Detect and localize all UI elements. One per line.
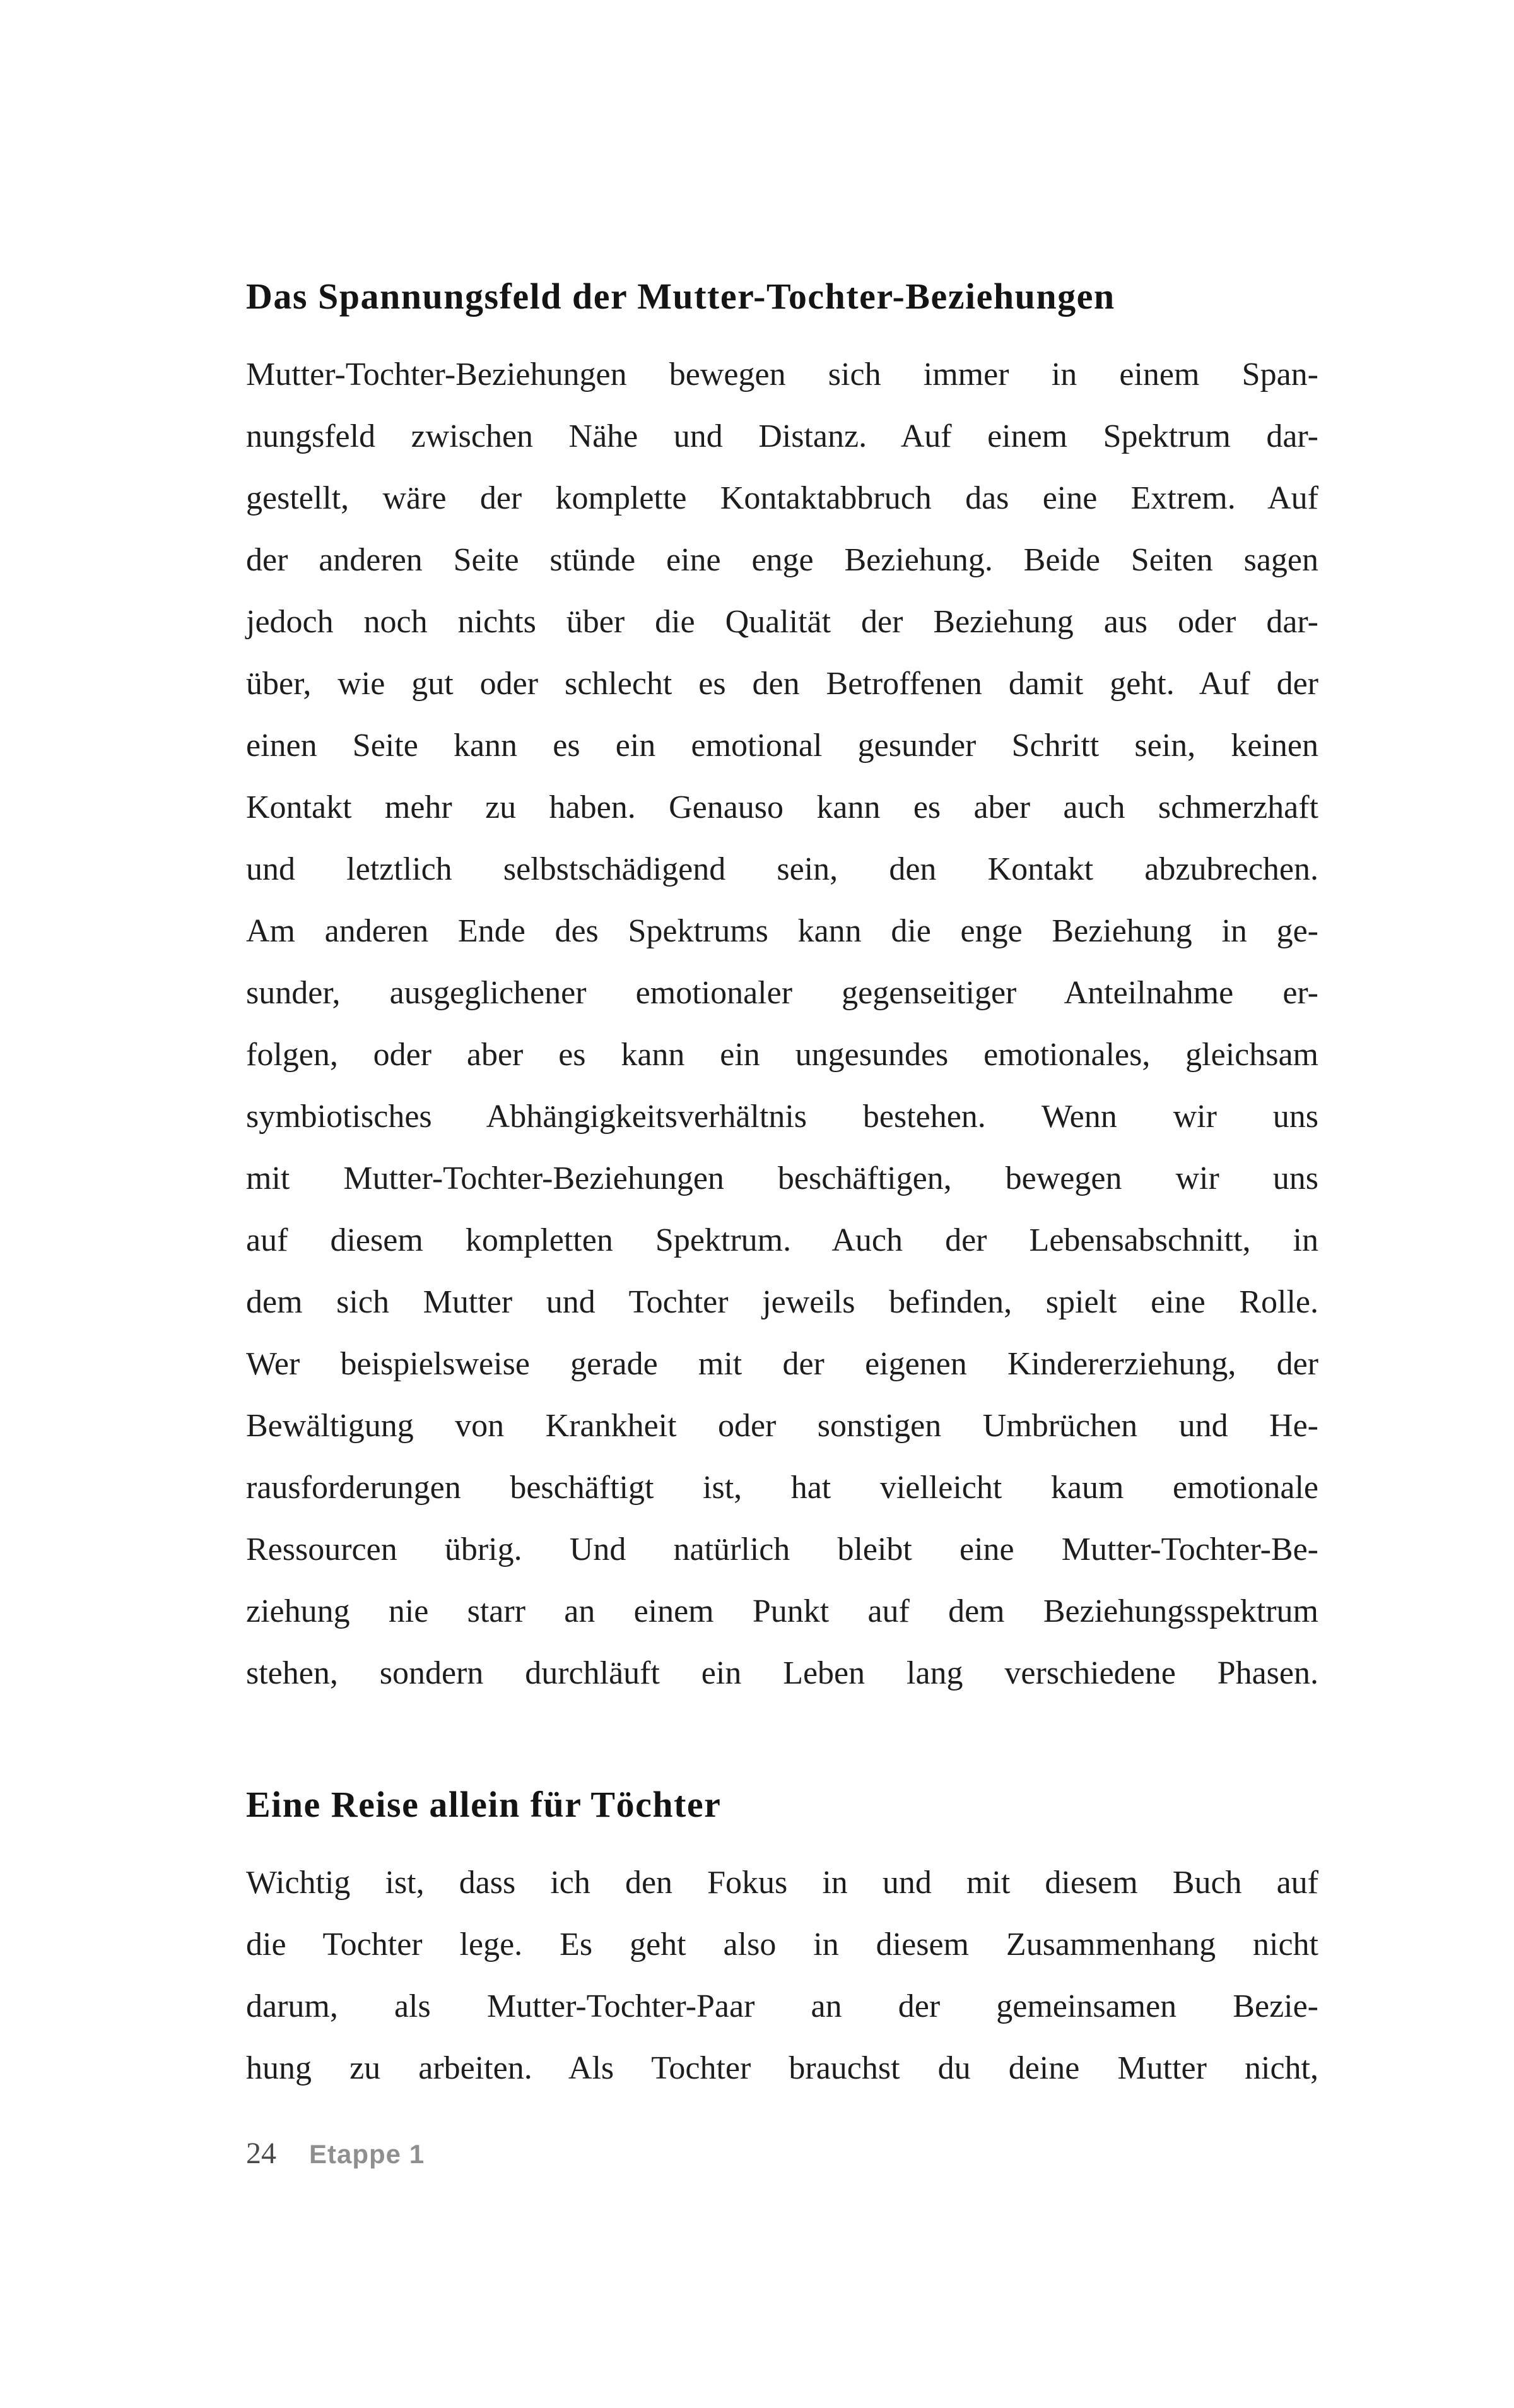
text-line: symbiotisches Abhängigkeitsverhältnis bestehen. Wenn wir uns [246,1099,1318,1135]
text-line: und letztlich selbstschädigend sein, den Kontakt abzubrechen. [246,851,1318,887]
footer-section-label: Etappe 1 [309,2139,425,2169]
text-line: der anderen Seite stünde eine enge Beziehung. Beide Seiten sagen [246,542,1318,578]
page-content [246,274,1318,2099]
text-line: Wichtig ist, dass ich den Fokus in und mit diesem Buch auf [246,1865,1318,1901]
text-line: einen Seite kann es ein emotional gesunder Schritt sein, keinen [246,728,1318,764]
text-line: über, wie gut oder schlecht es den Betroffenen damit geht. Auf der [246,666,1318,702]
text-line: jedoch noch nichts über die Qualität der Beziehung aus oder dar- [246,604,1318,640]
section-heading-spannungsfeld: Das Spannungsfeld der Mutter-Tochter-Beziehungen [246,276,1115,317]
text-line: rausforderungen beschäftigt ist, hat vielleicht kaum emotionale [246,1470,1318,1506]
page-number: 24 [246,2137,276,2170]
text-line: folgen, oder aber es kann ein ungesundes emotionales, gleichsam [246,1037,1318,1073]
text-line: Bewältigung von Krankheit oder sonstigen Umbrüchen und He- [246,1408,1318,1444]
text-line: Kontakt mehr zu haben. Genauso kann es aber auch schmerzhaft [246,789,1318,825]
text-line: darum, als Mutter-Tochter-Paar an der gemeinsamen Bezie- [246,1988,1318,2024]
text-line: gestellt, wäre der komplette Kontaktabbruch das eine Extrem. Auf [246,480,1318,516]
paragraph-reise [246,1852,1318,2099]
text-line: hung zu arbeiten. Als Tochter brauchst du deine Mutter nicht, [246,2050,1318,2086]
text-line: Mutter-Tochter-Beziehungen bewegen sich immer in einem Span- [246,357,1318,392]
text-line: mit Mutter-Tochter-Beziehungen beschäftigen, bewegen wir uns [246,1160,1318,1196]
text-line: auf diesem kompletten Spektrum. Auch der Lebensabschnitt, in [246,1222,1318,1258]
text-line: die Tochter lege. Es geht also in diesem Zusammenhang nicht [246,1927,1318,1962]
text-line: Wer beispielsweise gerade mit der eigenen Kindererziehung, der [246,1346,1318,1382]
text-line: stehen, sondern durchläuft ein Leben lang verschiedene Phasen. [246,1655,1318,1691]
text-line: dem sich Mutter und Tochter jeweils befinden, spielt eine Rolle. [246,1284,1318,1320]
text-line: nungsfeld zwischen Nähe und Distanz. Auf einem Spektrum dar- [246,418,1318,454]
text-line: Am anderen Ende des Spektrums kann die enge Beziehung in ge- [246,913,1318,949]
text-line: sunder, ausgeglichener emotionaler gegenseitiger Anteilnahme er- [246,975,1318,1011]
section-heading-reise: Eine Reise allein für Töchter [246,1784,722,1825]
text-line: ziehung nie starr an einem Punkt auf dem Beziehungsspektrum [246,1593,1318,1629]
page-footer [246,2136,425,2171]
paragraph-spannungsfeld [246,344,1318,1704]
text-line: Ressourcen übrig. Und natürlich bleibt eine Mutter-Tochter-Be- [246,1532,1318,1567]
